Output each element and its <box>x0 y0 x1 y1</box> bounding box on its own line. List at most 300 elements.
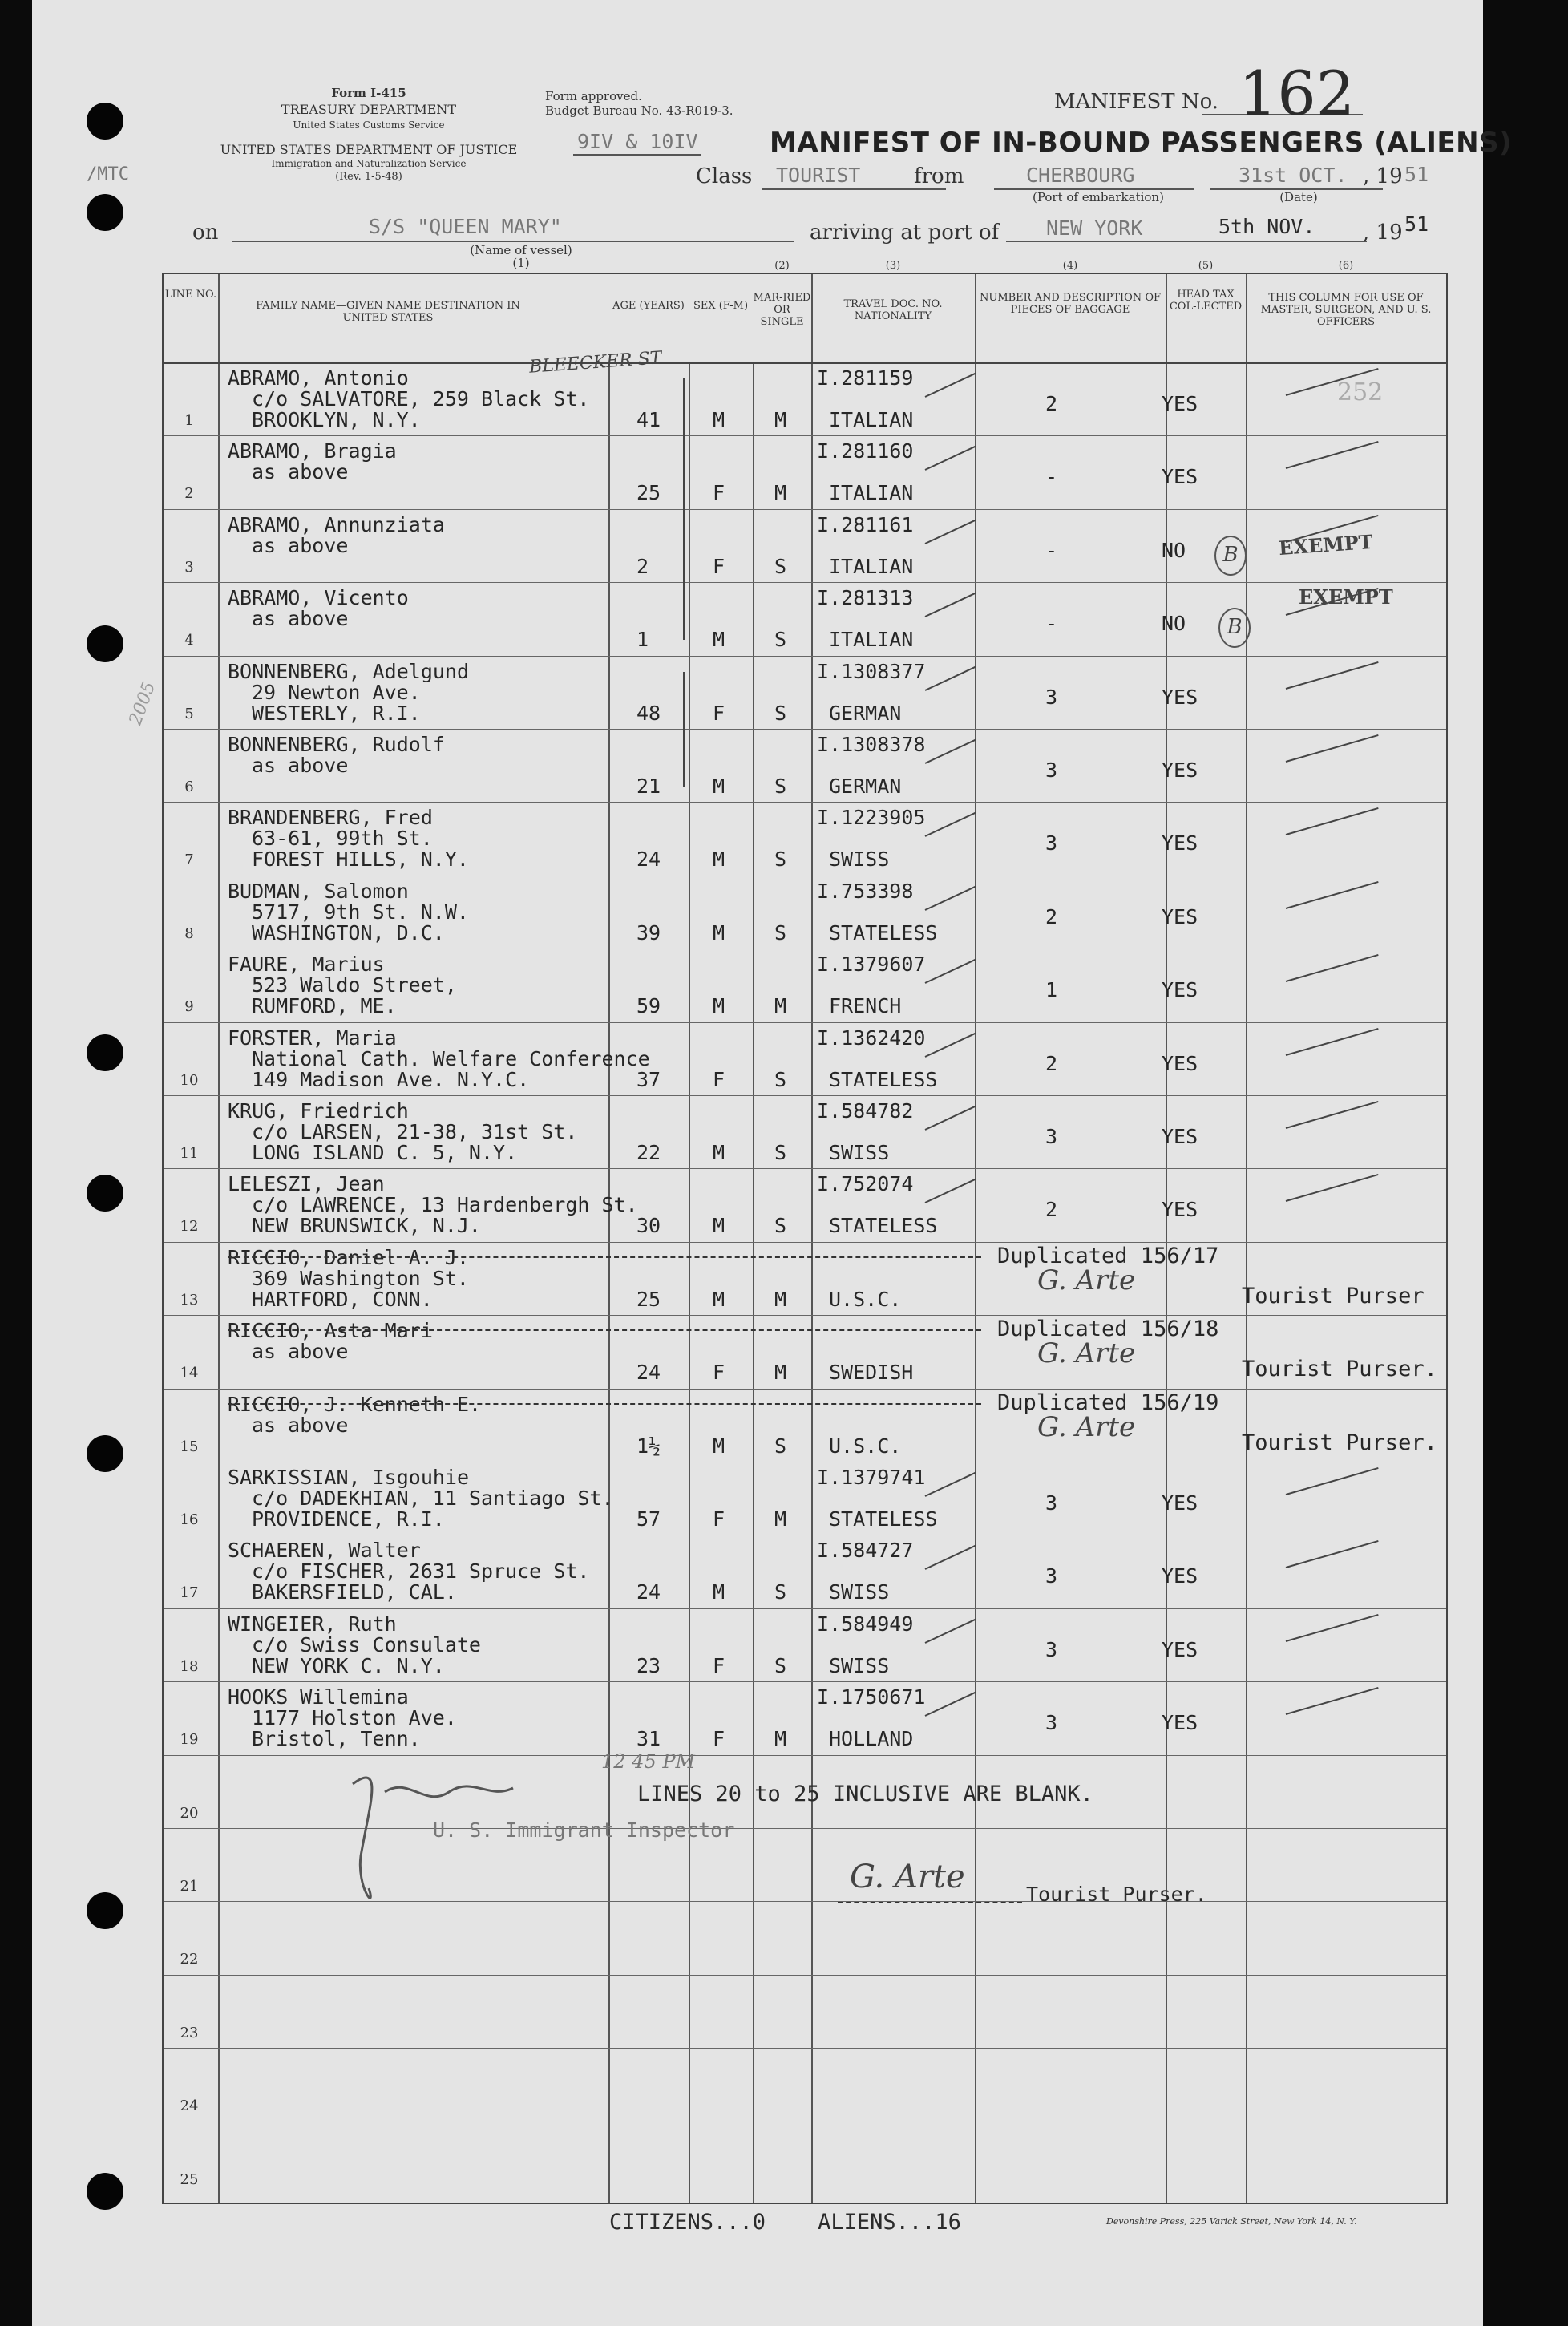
embark-date: 31st OCT. <box>1239 164 1348 187</box>
sex: F <box>713 701 725 725</box>
budget-bureau: Budget Bureau No. 43-R019-3. <box>545 103 733 118</box>
passenger-name: BONNENBERG, Rudolf <box>228 733 445 756</box>
destination-line-1: c/o Swiss Consulate <box>252 1632 481 1657</box>
marital-status: S <box>774 920 787 945</box>
passenger-name: RICCIO, Daniel A. J. <box>228 1245 470 1269</box>
duplicated-note: Duplicated 156/19 <box>997 1390 1219 1415</box>
travel-doc-number: I.1750671 <box>817 1685 926 1709</box>
line-number: 2 <box>184 485 194 503</box>
age: 1 <box>636 628 649 652</box>
nationality: STATELESS <box>829 1067 938 1091</box>
strike-line <box>228 1329 981 1331</box>
col-married: MAR-RIED OR SINGLE <box>753 292 811 328</box>
line-number: 22 <box>180 1951 199 1968</box>
destination-line-2: BAKERSFIELD, CAL. <box>252 1580 457 1604</box>
nationality: SWISS <box>829 1141 890 1164</box>
line-number: 9 <box>184 998 194 1016</box>
line-number: 18 <box>180 1657 199 1675</box>
line-number: 17 <box>180 1584 199 1602</box>
travel-doc-number: I.752074 <box>817 1172 914 1196</box>
doc-check-mark <box>925 812 976 837</box>
head-tax: NO <box>1162 612 1186 636</box>
row-rule <box>164 1681 1446 1682</box>
passenger-name: HOOKS Willemina <box>228 1685 409 1709</box>
head-tax: YES <box>1162 1198 1198 1222</box>
destination-line-2: Bristol, Tenn. <box>252 1727 421 1751</box>
purser-title: Tourist Purser. <box>1242 1430 1437 1455</box>
row-rule <box>164 509 1446 510</box>
duplicated-note: Duplicated 156/17 <box>997 1243 1219 1268</box>
stamp-number: 252 <box>1337 378 1384 407</box>
passenger-name: WINGEIER, Ruth <box>228 1612 397 1636</box>
nationality: ITALIAN <box>829 481 914 505</box>
baggage-count: 2 <box>1045 1198 1058 1222</box>
sex: M <box>713 920 725 945</box>
line-number: 21 <box>180 1878 199 1895</box>
binder-hole <box>87 103 123 140</box>
port-caption: (Port of embarkation) <box>1033 190 1164 204</box>
sex: M <box>713 847 725 872</box>
marital-status: M <box>774 1361 787 1385</box>
class-underline <box>762 188 946 190</box>
destination-line-2: HARTFORD, CONN. <box>252 1287 433 1311</box>
marital-status: S <box>774 847 787 872</box>
ins-service: Immigration and Naturalization Service <box>271 158 467 169</box>
check-mark <box>1286 1028 1379 1056</box>
age: 22 <box>636 1141 661 1164</box>
printer-credit: Devonshire Press, 225 Varick Street, New York 14, N. Y. <box>1106 2216 1357 2227</box>
col-travel-doc: TRAVEL DOC. NO. NATIONALITY <box>843 298 943 322</box>
doc-check-mark <box>925 959 976 984</box>
baggage-count: 3 <box>1045 1125 1058 1148</box>
age: 59 <box>636 994 661 1018</box>
date-caption: (Date) <box>1279 190 1318 204</box>
line-number: 8 <box>184 924 194 942</box>
age: 31 <box>636 1727 661 1751</box>
col-num-6: (6) <box>1338 260 1354 272</box>
customs-service: United States Customs Service <box>293 119 445 131</box>
col-line-no: LINE NO. <box>164 289 217 301</box>
column-rule <box>218 274 220 2203</box>
check-mark <box>1286 954 1379 982</box>
travel-doc-number: I.281161 <box>817 512 914 536</box>
nationality: STATELESS <box>829 920 938 945</box>
sex: F <box>713 554 725 578</box>
col-num-2: (2) <box>774 260 790 272</box>
sex: F <box>713 481 725 505</box>
line-number: 19 <box>180 1731 199 1749</box>
check-mark <box>1286 1174 1379 1202</box>
col-sex: SEX (F-M) <box>693 300 749 312</box>
col-name: FAMILY NAME—GIVEN NAME DESTINATION IN UNITED STATES <box>256 300 520 324</box>
column-rule <box>1166 274 1167 2203</box>
row-rule <box>164 1095 1446 1096</box>
manifest-title: MANIFEST OF IN-BOUND PASSENGERS (ALIENS) <box>770 127 1513 159</box>
destination-line-2: 149 Madison Ave. N.Y.C. <box>252 1067 530 1091</box>
row-rule <box>164 656 1446 657</box>
line-number: 14 <box>180 1365 199 1382</box>
purser-title: Tourist Purser. <box>1242 1357 1437 1382</box>
arriving-label: arriving at port of <box>810 220 1000 245</box>
line-number: 7 <box>184 852 194 869</box>
head-tax: YES <box>1162 978 1198 1002</box>
destination-line-1: c/o LARSEN, 21-38, 31st St. <box>252 1120 578 1143</box>
duplicate-signature: G. Arte <box>1037 1264 1136 1296</box>
marital-status: S <box>774 775 787 798</box>
baggage-count: 3 <box>1045 758 1058 782</box>
check-mark <box>1286 1614 1379 1642</box>
purser-title: Tourist Purser <box>1242 1283 1425 1309</box>
arrival-port: NEW YORK <box>1046 216 1143 240</box>
passenger-name: ABRAMO, Annunziata <box>228 512 445 536</box>
row-rule <box>164 1242 1446 1243</box>
destination-line-1: National Cath. Welfare Conference <box>252 1046 650 1070</box>
baggage-count: 3 <box>1045 831 1058 856</box>
margin-number: 2005 <box>125 678 160 729</box>
nationality: SWEDISH <box>829 1361 914 1385</box>
baggage-count: 3 <box>1045 1491 1058 1515</box>
from-label: from <box>914 164 964 188</box>
check-mark <box>1286 734 1379 763</box>
form-approved: Form approved. <box>545 89 642 103</box>
travel-doc-number: I.1362420 <box>817 1025 926 1050</box>
col-num-3: (3) <box>885 260 901 272</box>
doc-check-mark <box>925 593 976 617</box>
line-number: 13 <box>180 1291 199 1309</box>
baggage-count: 3 <box>1045 1637 1058 1661</box>
line-number: 25 <box>180 2170 199 2188</box>
port-of-embarkation: CHERBOURG <box>1026 164 1135 187</box>
destination-line-2: WASHINGTON, D.C. <box>252 920 445 945</box>
column-rule <box>608 362 610 2203</box>
doc-check-mark <box>925 885 976 910</box>
passenger-name: RICCIO, Asta Mari <box>228 1319 433 1343</box>
destination-line-2: NEW BRUNSWICK, N.J. <box>252 1214 481 1238</box>
head-tax: YES <box>1162 904 1198 928</box>
row-rule <box>164 729 1446 730</box>
destination-line-2: RUMFORD, ME. <box>252 994 397 1018</box>
travel-doc-number: I.281160 <box>817 439 914 463</box>
passenger-name: FAURE, Marius <box>228 953 385 977</box>
baggage-count: 2 <box>1045 1051 1058 1075</box>
vessel-underline <box>232 241 794 242</box>
destination-line-1: c/o SALVATORE, 259 Black St. <box>252 387 590 411</box>
destination-line-1: c/o DADEKHIAN, 11 Santiago St. <box>252 1487 614 1510</box>
destination-line-2: BROOKLYN, N.Y. <box>252 408 421 431</box>
destination-line-1: as above <box>252 1340 349 1364</box>
marital-status: S <box>774 1214 787 1238</box>
nationality: GERMAN <box>829 775 902 798</box>
age: 25 <box>636 481 661 505</box>
line-number: 12 <box>180 1218 199 1236</box>
passenger-name: SARKISSIAN, Isgouhie <box>228 1466 470 1489</box>
row-rule <box>164 1975 1446 1976</box>
line-number: 5 <box>184 705 194 722</box>
row-rule <box>164 435 1446 436</box>
exempt-stamp-1: EXEMPT <box>1278 529 1374 560</box>
marital-status: M <box>774 481 787 505</box>
sex: F <box>713 1361 725 1385</box>
sex: M <box>713 408 725 431</box>
passenger-name: LELESZI, Jean <box>228 1172 385 1196</box>
head-tax: YES <box>1162 831 1198 856</box>
arrival-year: 51 <box>1404 212 1429 236</box>
check-mark <box>1286 441 1379 469</box>
doc-check-mark <box>925 446 976 471</box>
head-tax: YES <box>1162 685 1198 709</box>
sex: F <box>713 1653 725 1677</box>
line-number: 15 <box>180 1438 199 1455</box>
binder-hole <box>87 2173 123 2210</box>
sex: M <box>713 1141 725 1164</box>
embark-year: 51 <box>1404 163 1429 186</box>
line-number: 4 <box>184 632 194 649</box>
duplicate-signature: G. Arte <box>1037 1337 1136 1370</box>
inspector-signature-scrawl <box>337 1760 577 1920</box>
marital-status: M <box>774 1507 787 1531</box>
passenger-name: ABRAMO, Antonio <box>228 366 409 390</box>
age: 57 <box>636 1507 661 1531</box>
duplicated-note: Duplicated 156/18 <box>997 1317 1219 1342</box>
line-number: 6 <box>184 779 194 795</box>
sex: M <box>713 775 725 798</box>
head-tax: YES <box>1162 1564 1198 1588</box>
row-rule <box>164 1022 1446 1023</box>
line-number: 3 <box>184 558 194 576</box>
vessel-caption: (Name of vessel) <box>470 243 572 257</box>
class-value: TOURIST <box>776 164 861 187</box>
col-head-tax: HEAD TAX COL-LECTED <box>1169 289 1243 313</box>
nationality: SWISS <box>829 847 890 872</box>
destination-line-1: c/o LAWRENCE, 13 Hardenbergh St. <box>252 1193 638 1217</box>
baggage-count: 2 <box>1045 392 1058 415</box>
nationality: U.S.C. <box>829 1287 902 1311</box>
marital-status: S <box>774 1067 787 1091</box>
travel-doc-number: I.1379607 <box>817 953 926 977</box>
age: 25 <box>636 1287 661 1311</box>
binder-hole <box>87 1892 123 1929</box>
col-age: AGE (YEARS) <box>612 300 685 312</box>
check-mark <box>1286 881 1379 909</box>
baggage-count: - <box>1045 465 1058 489</box>
column-rule <box>975 274 976 2203</box>
doc-check-mark <box>925 665 976 690</box>
line-number: 23 <box>180 2024 199 2041</box>
row-rule <box>164 582 1446 583</box>
head-tax: NO <box>1162 538 1186 562</box>
strike-line <box>228 1403 981 1405</box>
travel-doc-number: I.584782 <box>817 1099 914 1123</box>
passenger-name: SCHAEREN, Walter <box>228 1539 421 1563</box>
travel-doc-number: I.1379741 <box>817 1466 926 1489</box>
destination-line-2: PROVIDENCE, R.I. <box>252 1507 445 1531</box>
destination-line-1: as above <box>252 754 349 777</box>
age: 48 <box>636 701 661 725</box>
destination-line-1: c/o FISCHER, 2631 Spruce St. <box>252 1559 590 1584</box>
margin-mark: /MTC <box>87 164 129 184</box>
passenger-name: KRUG, Friedrich <box>228 1099 409 1123</box>
passenger-name: BRANDENBERG, Fred <box>228 806 433 830</box>
row-rule <box>164 1608 1446 1609</box>
col-num-5: (5) <box>1198 260 1214 272</box>
marital-status: S <box>774 1141 787 1164</box>
nationality: STATELESS <box>829 1507 938 1531</box>
passenger-name: BONNENBERG, Adelgund <box>228 659 470 683</box>
nationality: STATELESS <box>829 1214 938 1238</box>
passenger-name: FORSTER, Maria <box>228 1025 397 1050</box>
totals: CITIZENS...0 ALIENS...16 <box>609 2210 961 2235</box>
doc-check-mark <box>925 1179 976 1203</box>
marital-status: S <box>774 554 787 578</box>
family-bracket <box>683 378 685 640</box>
baggage-count: 3 <box>1045 1711 1058 1735</box>
sex: F <box>713 1067 725 1091</box>
binder-hole <box>87 1175 123 1212</box>
nationality: SWISS <box>829 1580 890 1604</box>
binder-hole <box>87 1034 123 1071</box>
inspector-caption: U. S. Immigrant Inspector <box>433 1818 735 1842</box>
travel-doc-number: I.584949 <box>817 1612 914 1636</box>
column-rule <box>811 274 813 2203</box>
purser-label: Tourist Purser. <box>1026 1883 1207 1906</box>
travel-doc-number: I.753398 <box>817 879 914 903</box>
vessel-name: S/S "QUEEN MARY" <box>369 215 562 238</box>
passenger-name: ABRAMO, Vicento <box>228 586 409 610</box>
doc-check-mark <box>925 519 976 544</box>
doc-check-mark <box>925 1692 976 1717</box>
age: 1½ <box>636 1434 661 1458</box>
strike-line <box>228 1256 981 1258</box>
line-number: 11 <box>180 1145 199 1162</box>
marital-status: M <box>774 1727 787 1751</box>
column-rule <box>1246 274 1247 2203</box>
age: 24 <box>636 1361 661 1385</box>
head-tax: YES <box>1162 758 1198 782</box>
line-number: 20 <box>180 1804 199 1822</box>
travel-doc-number: I.1308377 <box>817 659 926 683</box>
sex: M <box>713 1287 725 1311</box>
marital-status: S <box>774 701 787 725</box>
line-number: 24 <box>180 2097 199 2115</box>
binder-hole <box>87 1435 123 1472</box>
head-tax: YES <box>1162 465 1198 489</box>
vessel-col-number: (1) <box>512 256 530 270</box>
baggage-count: 3 <box>1045 1564 1058 1588</box>
manifest-number: 162 <box>1239 58 1356 129</box>
form-number: Form I-415 <box>331 86 406 100</box>
family-bracket <box>683 672 685 787</box>
check-mark <box>1286 1101 1379 1129</box>
year-prefix: , 19 <box>1363 164 1403 188</box>
doc-check-mark <box>925 739 976 764</box>
age: 23 <box>636 1653 661 1677</box>
travel-doc-number: I.1223905 <box>817 806 926 830</box>
header-rule <box>164 362 1446 364</box>
justice-dept: UNITED STATES DEPARTMENT OF JUSTICE <box>220 142 518 157</box>
marital-status: M <box>774 408 787 431</box>
line-number: 1 <box>184 412 194 429</box>
baggage-count: - <box>1045 612 1058 636</box>
age: 24 <box>636 1580 661 1604</box>
age: 24 <box>636 847 661 872</box>
row-rule <box>164 1389 1446 1390</box>
passenger-name: BUDMAN, Salomon <box>228 879 409 903</box>
manifest-no-label: MANIFEST No. <box>1054 90 1219 114</box>
marital-status: M <box>774 1287 787 1311</box>
age: 30 <box>636 1214 661 1238</box>
row-rule <box>164 802 1446 803</box>
nationality: ITALIAN <box>829 554 914 578</box>
passenger-name: ABRAMO, Bragia <box>228 439 397 463</box>
arrival-underline <box>1006 241 1367 242</box>
nationality: GERMAN <box>829 701 902 725</box>
age: 39 <box>636 920 661 945</box>
destination-line-1: 1177 Holston Ave. <box>252 1706 457 1730</box>
blank-lines-note: LINES 20 to 25 INCLUSIVE ARE BLANK. <box>637 1782 1093 1806</box>
class-code: 9IV & 10IV <box>577 130 698 153</box>
destination-line-2: LONG ISLAND C. 5, N.Y. <box>252 1141 518 1164</box>
treasury-dept: TREASURY DEPARTMENT <box>281 102 457 117</box>
bleecker-annotation: BLEECKER ST <box>528 348 663 378</box>
head-tax: YES <box>1162 1125 1198 1148</box>
age: 41 <box>636 408 661 431</box>
age: 2 <box>636 554 649 578</box>
check-mark <box>1286 807 1379 835</box>
destination-line-2: NEW YORK C. N.Y. <box>252 1653 445 1677</box>
check-mark <box>1286 1467 1379 1495</box>
doc-check-mark <box>925 1106 976 1131</box>
sex: M <box>713 994 725 1018</box>
column-rule <box>753 362 754 2203</box>
on-label: on <box>192 220 219 245</box>
passenger-name: RICCIO, J. Kenneth E. <box>228 1392 482 1416</box>
baggage-count: - <box>1045 538 1058 562</box>
marital-status: M <box>774 994 787 1018</box>
destination-line-1: 5717, 9th St. N.W. <box>252 900 469 924</box>
sex: M <box>713 1434 725 1458</box>
binder-hole <box>87 625 123 662</box>
marital-status: S <box>774 1653 787 1677</box>
head-tax: YES <box>1162 392 1198 415</box>
col-num-4: (4) <box>1062 260 1078 272</box>
class-label: Class <box>696 164 753 188</box>
doc-check-mark <box>925 1032 976 1057</box>
head-tax: YES <box>1162 1637 1198 1661</box>
baggage-count: 2 <box>1045 904 1058 928</box>
destination-line-2: FOREST HILLS, N.Y. <box>252 847 469 872</box>
b-circle-1: B <box>1214 536 1247 576</box>
arrival-date: 5th NOV. <box>1218 215 1315 238</box>
destination-line-1: as above <box>252 460 349 484</box>
nationality: U.S.C. <box>829 1434 902 1458</box>
head-tax: YES <box>1162 1051 1198 1075</box>
b-circle-2: B <box>1218 608 1251 648</box>
nationality: ITALIAN <box>829 408 914 431</box>
nationality: ITALIAN <box>829 628 914 652</box>
duplicate-signature: G. Arte <box>1037 1410 1136 1443</box>
destination-line-1: 523 Waldo Street, <box>252 973 457 997</box>
head-tax: YES <box>1162 1491 1198 1515</box>
class-code-underline <box>573 154 701 156</box>
baggage-count: 3 <box>1045 685 1058 709</box>
form-revision: (Rev. 1-5-48) <box>335 171 402 183</box>
line-number: 10 <box>180 1071 199 1089</box>
travel-doc-number: I.281313 <box>817 586 914 610</box>
row-rule <box>164 1168 1446 1169</box>
purser-dotted-line <box>838 1902 1022 1903</box>
age: 21 <box>636 775 661 798</box>
travel-doc-number: I.1308378 <box>817 733 926 756</box>
